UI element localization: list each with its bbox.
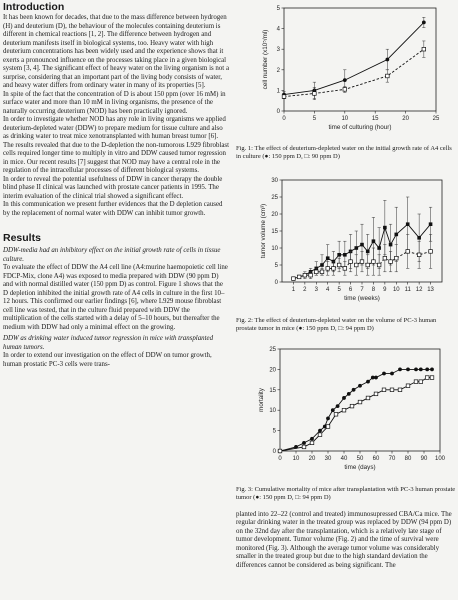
x-tick-label: 4 <box>326 287 330 294</box>
x-tick-label: 0 <box>278 456 282 463</box>
data-point <box>331 409 335 413</box>
x-tick-label: 12 <box>415 287 423 294</box>
data-point <box>366 397 370 401</box>
data-point <box>386 74 390 78</box>
data-point <box>390 372 394 376</box>
figure-2-chart <box>236 175 456 312</box>
data-point <box>394 257 398 261</box>
data-point <box>332 267 336 271</box>
data-point <box>358 384 362 388</box>
data-point <box>417 253 421 257</box>
x-tick-label: 10 <box>292 456 300 463</box>
series-2 <box>282 41 425 100</box>
x-tick-label: 70 <box>388 456 396 463</box>
results-subheading-2: DDW as drinking water induced tumor regression in mice with transplanted human tumors. <box>3 335 214 351</box>
section-heading-introduction: Introduction <box>3 1 65 13</box>
results-paragraph-1: To evaluate the effect of DDW the A4 cell line (A4:murine haemopoietic cell line FDCP-Mix, clone A4) was exposed to media prepared with DDW (90 ppm D) and with normal distilled water (150 ppm D) as control. Figure 1 shows that the D depletion inhibited the initial growth rate of A4 cells in culture in the first 10–12 hours. This confirmed our earlier findings [6], where L929 mouse fibroblast cell line was tested, that in the culture fluid prepared with DDW the multiplication of the cells started with a delay of 5–10 hours, but thereafter the medium with DDW had only a minimal effect on the growing. <box>3 264 228 331</box>
x-tick-label: 20 <box>402 116 409 122</box>
data-point <box>366 263 370 267</box>
data-point <box>360 260 364 264</box>
y-tick-label: 10 <box>271 246 278 253</box>
data-point <box>430 368 434 372</box>
x-tick-label: 20 <box>308 456 316 463</box>
x-tick-label: 8 <box>371 287 376 294</box>
data-point <box>383 226 387 230</box>
x-tick-label: 2 <box>303 287 307 294</box>
x-axis-label: time (days) <box>344 464 376 472</box>
x-tick-label: 90 <box>420 456 428 463</box>
data-point <box>390 388 394 392</box>
data-point <box>429 223 433 227</box>
x-tick-label: 13 <box>427 287 434 294</box>
x-tick-label: 100 <box>434 456 446 463</box>
data-point <box>303 274 307 278</box>
data-point <box>429 250 433 254</box>
x-tick-label: 30 <box>324 456 332 463</box>
data-point <box>282 95 286 99</box>
data-point <box>337 263 341 267</box>
y-tick-label: 15 <box>269 388 276 395</box>
data-point <box>342 396 346 400</box>
section-heading-results: Results <box>3 232 41 244</box>
x-tick-label: 10 <box>341 116 349 122</box>
x-tick-label: 6 <box>348 287 353 294</box>
figure-1 <box>236 0 456 145</box>
y-axis-label: cell number (x10⁵/ml) <box>262 29 269 90</box>
series-line <box>284 22 424 94</box>
data-point <box>309 274 313 278</box>
data-point <box>360 243 364 247</box>
x-tick-label: 7 <box>360 287 364 294</box>
data-point <box>352 388 356 392</box>
data-point <box>343 267 347 271</box>
plot-area <box>260 178 442 302</box>
series-2 <box>278 376 434 453</box>
intro-paragraph-1: It has been known for decades, that due to the mass difference between hydrogen (H) and deuterium (D), the behaviour of the molecules containing deuterium is different in chemical reactions [1, 2]. The difference between hydrogen and deuterium manifests itself in biological systems, too. Heavy water with high deuterium concentrations has been widely used and the experience shows that it exerts a pronounced influence on the processes taking place in a given biological system [3, 4]. The significant effect of heavy water on the living organism is not a surprise, considering that an important part of the living body consists of water, and heavy water differs from ordinary water in many of its properties [5]. <box>3 14 229 89</box>
data-point <box>292 277 296 281</box>
intro-paragraph-2: In spite of the fact that the concentration of D is about 150 ppm (over 16 mM) in surface water and more than 10 mM in living organisms, the presence of the naturally occurring deuterium (NOD) has been practically ignored. <box>3 90 226 115</box>
y-tick-label: 5 <box>274 263 278 270</box>
plot-frame <box>284 8 436 111</box>
data-point <box>382 372 386 376</box>
figure-2-caption: Fig. 2: The effect of deuterium-depleted water on the volume of PC-3 human prostate tumor in mice (●: 150 ppm D, □: 94 ppm D) <box>236 317 437 333</box>
left-column <box>3 0 229 369</box>
data-point <box>406 250 410 254</box>
figure-1-chart <box>236 0 456 140</box>
y-axis-label: tumor volume (cm³) <box>260 203 267 259</box>
y-tick-label: 5 <box>272 428 276 435</box>
data-point <box>358 401 362 405</box>
data-point <box>425 368 429 372</box>
y-tick-label: 4 <box>276 26 280 33</box>
data-point <box>326 425 330 429</box>
x-tick-label: 0 <box>282 116 286 122</box>
data-point <box>343 78 347 82</box>
data-point <box>354 246 358 250</box>
data-point <box>422 47 426 51</box>
x-tick-label: 9 <box>383 287 387 294</box>
data-point <box>302 445 306 449</box>
data-point <box>354 263 358 267</box>
data-point <box>382 388 386 392</box>
data-point <box>326 257 330 261</box>
data-point <box>343 253 347 257</box>
x-tick-label: 5 <box>312 116 317 122</box>
data-point <box>336 405 340 409</box>
results-subheading-1: DDW-media had an inhibitory effect on the initial growth rate of cells in tissue culture. <box>3 247 221 263</box>
y-tick-label: 25 <box>269 347 276 354</box>
data-point <box>398 368 402 372</box>
data-point <box>278 450 282 454</box>
data-point <box>366 380 370 384</box>
y-tick-label: 0 <box>274 280 278 287</box>
data-point <box>414 368 418 372</box>
data-point <box>419 380 423 384</box>
data-point <box>326 417 330 421</box>
data-point <box>334 413 338 417</box>
data-point <box>425 376 429 380</box>
data-point <box>374 376 378 380</box>
data-point <box>302 441 306 445</box>
y-tick-label: 0 <box>272 449 276 456</box>
data-point <box>385 58 389 62</box>
data-point <box>350 405 354 409</box>
data-point <box>314 270 318 274</box>
data-point <box>318 429 322 433</box>
plot-area <box>258 347 446 471</box>
x-axis-label: time (weeks) <box>344 295 380 303</box>
data-point <box>320 263 324 267</box>
data-point <box>430 376 434 380</box>
y-axis-label: mortality <box>258 388 265 413</box>
data-point <box>406 368 410 372</box>
figure-3 <box>236 343 456 486</box>
x-tick-label: 10 <box>392 287 400 294</box>
figure-3-caption: Fig. 3: Cumulative mortality of mice after transplantation with PC-3 human prostate tumor (●: 150 ppm D, □: 94 ppm D) <box>236 486 456 502</box>
x-tick-label: 60 <box>372 456 380 463</box>
y-tick-label: 5 <box>276 6 280 12</box>
right-column <box>236 0 456 570</box>
plot-area <box>262 6 440 131</box>
data-point <box>349 260 353 264</box>
figure-1-caption: Fig. 1: The effect of deuterium-depleted water on the initial growth rate of A4 cells in culture (●: 150 ppm D, □: 90 ppm D) <box>236 145 452 161</box>
data-point <box>377 263 381 267</box>
figure-3-chart <box>236 343 456 481</box>
y-tick-label: 1 <box>276 88 280 95</box>
data-point <box>406 223 410 227</box>
data-point <box>318 433 322 437</box>
data-point <box>417 236 421 240</box>
x-tick-label: 50 <box>356 456 364 463</box>
y-tick-label: 0 <box>276 109 280 115</box>
y-tick-label: 30 <box>271 178 278 185</box>
data-point <box>326 267 330 271</box>
y-tick-label: 25 <box>271 195 278 202</box>
x-tick-label: 11 <box>404 287 411 294</box>
y-tick-label: 2 <box>276 67 280 74</box>
figure-2 <box>236 175 456 317</box>
series-line <box>280 370 432 452</box>
data-point <box>414 380 418 384</box>
x-tick-label: 15 <box>371 116 379 122</box>
data-point <box>374 392 378 396</box>
data-point <box>342 409 346 413</box>
y-tick-label: 20 <box>271 212 278 219</box>
x-tick-label: 5 <box>337 287 341 294</box>
y-tick-label: 15 <box>271 229 278 236</box>
x-axis-label: time of culturing (hour) <box>328 124 392 131</box>
data-point <box>389 243 393 247</box>
data-point <box>310 441 314 445</box>
series-line <box>284 49 424 96</box>
x-tick-label: 40 <box>340 456 348 463</box>
data-point <box>406 384 410 388</box>
data-point <box>343 88 347 92</box>
y-tick-label: 3 <box>276 47 280 54</box>
data-point <box>310 437 314 441</box>
data-point <box>372 240 376 244</box>
x-tick-label: 3 <box>314 287 318 294</box>
intro-paragraph-3: In order to investigate whether NOD has any role in living organisms we applied deuterium-depleted water (DDW) to prepare medium for tissue culture and also as drinking water to treat mice xenotransplanted with human breast tumor [6]. The results revealed that due to the D-depletion the non-tumorous L929 fibroblast cells required longer time to multiply in vitro and DDW caused tumor regression in mice. Our recent results [7] suggest that NOD may have a central role in the regulation of the intracellular processes of different biological systems. <box>3 116 229 174</box>
data-point <box>366 250 370 254</box>
data-point <box>419 368 423 372</box>
data-point <box>347 392 351 396</box>
data-point <box>389 260 393 264</box>
data-point <box>377 246 381 250</box>
data-point <box>372 260 376 264</box>
data-point <box>297 275 301 279</box>
x-tick-label: 25 <box>432 116 440 122</box>
data-point <box>394 233 398 237</box>
data-point <box>422 21 426 25</box>
data-point <box>337 253 341 257</box>
intro-paragraph-4: In order to reveal the potential usefulness of DDW in cancer therapy the double blind phase II clinical was launched with prostate cancer patients in 1995. The interim evaluation of the clinical trial showed a significant effect. <box>3 175 223 200</box>
x-tick-label: 80 <box>404 456 412 463</box>
y-tick-label: 10 <box>269 408 276 415</box>
data-point <box>320 270 324 274</box>
data-point <box>313 92 317 96</box>
y-tick-label: 20 <box>269 367 276 374</box>
data-point <box>398 388 402 392</box>
results-paragraph-3: planted into 22–22 (control and treated) immunosupressed CBA/Ca mice. The regular drinking water in the treated group was replaced by DDW (94 ppm D) on the 32nd day after the transplantation, which is a relatively late stage of tumor development. Tumor volume (Fig. 2) and the time of survival were monitored (Fig. 3). Although the average tumor volume was considerably smaller in the treated group but due to the high standard deviation the differences cannot be considered as being significant. The <box>236 510 452 569</box>
x-tick-label: 1 <box>291 287 296 294</box>
intro-paragraph-5: In this communication we present further evidences that the D depletion caused by the replacement of normal water with DDW can inhibit tumor growth. <box>3 201 223 217</box>
series-1 <box>278 368 434 453</box>
data-point <box>383 257 387 261</box>
results-paragraph-2: In order to extend our investigation on the effect of DDW on tumor growth, human prostatic PC-3 cells were trans- <box>3 352 212 368</box>
